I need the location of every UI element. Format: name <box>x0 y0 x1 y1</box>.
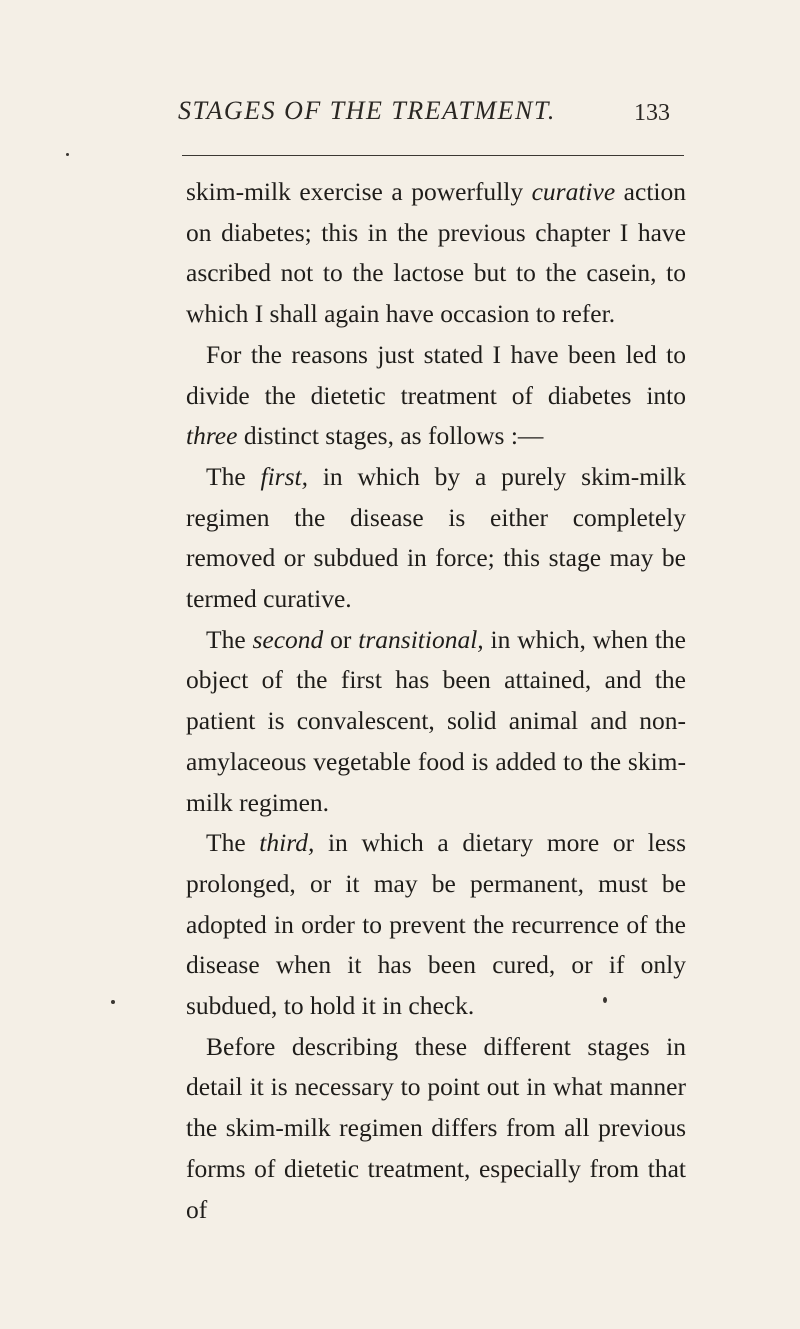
header-rule <box>182 155 684 156</box>
paragraph-3-text: The <box>206 461 261 491</box>
italic-second: second <box>252 624 324 654</box>
paragraph-5-text: The <box>206 828 260 858</box>
paragraph-2 <box>186 335 686 457</box>
paragraph-1-text: action on diabetes; this in the previous chapter I have ascribed not to the lactose but to the casein, to which I shall again have occasion to refer. <box>186 177 686 329</box>
paragraph-3-text: in which by a purely skim-milk regimen the disease is either completely removed or subdued in force; this stage may be termed curative. <box>186 461 686 614</box>
paragraph-4-text: The <box>206 624 253 654</box>
paragraph-2-text: For the reasons just stated I have been led to divide the dietetic treatment of diabetes into <box>186 339 686 410</box>
print-speck <box>111 1000 115 1004</box>
italic-transitional: transitional, <box>358 624 484 654</box>
paragraph-6-text: Before describing these different stages in detail it is necessary to point out in what manner the skim-milk regimen differs from all previous forms of dietetic treatment, especially from that of <box>186 1031 686 1224</box>
paragraph-4-text: in which, when the object of the first has been attained, and the patient is convalescent, solid animal and non-amylaceous vegetable food is added to the skim-milk regimen. <box>186 624 686 817</box>
body-text <box>186 172 686 1230</box>
paragraph-4-text: or <box>323 624 359 654</box>
italic-curative: curative <box>531 177 616 206</box>
italic-first: first, <box>260 461 308 491</box>
running-title: STAGES OF THE TREATMENT. <box>178 96 556 125</box>
running-head <box>0 96 800 136</box>
paragraph-5 <box>186 823 686 1027</box>
paragraph-2-text: distinct stages, as follows :— <box>237 421 544 451</box>
paragraph-6 <box>186 1027 686 1231</box>
paragraph-1 <box>186 172 686 335</box>
paragraph-1-text: skim-milk exercise a powerfully <box>186 177 532 206</box>
italic-third: third, <box>259 828 315 858</box>
paragraph-5-text: in which a dietary more or less prolonged, or it may be permanent, must be adopted in order to prevent the recurrence of the disease when it has been cured, or if only subdued, to hold it in check. <box>186 828 686 1021</box>
page-number: 133 <box>634 100 670 126</box>
print-speck <box>66 153 69 156</box>
paragraph-4 <box>186 620 686 824</box>
italic-three: three <box>186 421 238 451</box>
paragraph-3 <box>186 457 686 620</box>
